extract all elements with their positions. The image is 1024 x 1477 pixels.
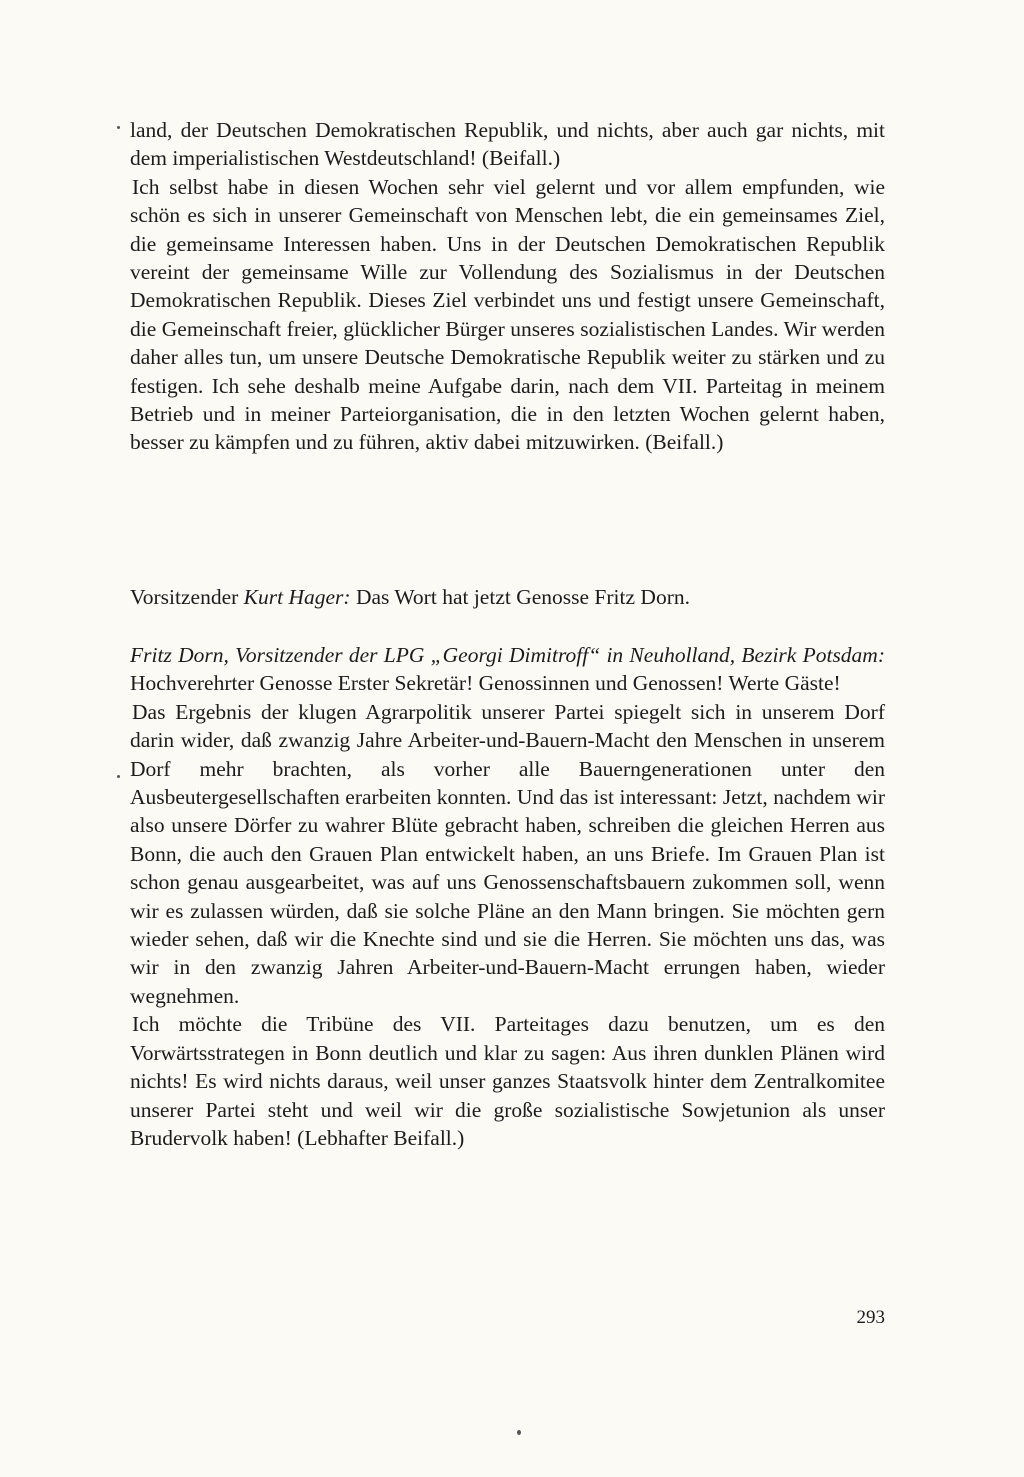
print-speck [117, 775, 120, 778]
paragraph: Ich selbst habe in diesen Wochen sehr viel gelernt und vor allem empfunden, wie schön es sich in unserer Gemeinschaft von Menschen lebt, die ein gemeinsames Ziel, die gemeinsame Interessen haben. Uns in der Deutschen Demokratischen Republik vereint der gemeinsame Wille zur Vollendung des Sozialismus in der Deutschen Demokratischen Republik. Dieses Ziel verbindet uns und festigt unsere Gemeinschaft, die Gemeinschaft freier, glücklicher Bürger unseres sozialistischen Landes. Wir werden daher alles tun, um unsere Deutsche Demokratische Republik weiter zu stärken und zu festigen. Ich sehe deshalb meine Aufgabe darin, nach dem VII. Parteitag in meinem Betrieb und in meiner Parteiorganisation, die in den letzten Wochen gelernt haben, besser zu kämpfen und zu führen, aktiv dabei mitzuwirken. (Beifall.) [130, 174, 885, 455]
chair-announcement [130, 583, 885, 611]
speaker-paragraph [130, 641, 885, 698]
chair-text: Das Wort hat jetzt Genosse Fritz Dorn. [350, 585, 690, 609]
print-speck [117, 126, 120, 129]
paragraph: Ich möchte die Tribüne des VII. Parteitages dazu benutzen, um es den Vorwärtsstrategen in Bonn deutlich und klar zu sagen: Aus ihren dunklen Plänen wird nichts! Es wird nichts daraus, weil unser ganzes Staatsvolk hinter dem Zentralkomitee unserer Partei steht und weil wir die große sozialistische Sowjetunion als unser Brudervolk haben! (Lebhafter Beifall.) [130, 1012, 885, 1150]
paragraph: land, der Deutschen Demokratischen Republik, und nichts, aber auch gar nichts, mit dem imperialistischen Westdeutschland! (Beifall.) [130, 118, 885, 171]
print-speck [517, 1430, 521, 1435]
text-block-bottom [130, 641, 885, 1152]
speaker-text: Hochverehrter Genosse Erster Sekretär! Genossinnen und Genossen! Werte Gäste! [130, 671, 841, 696]
chair-prefix: Vorsitzender [130, 585, 244, 609]
page-number: 293 [856, 1307, 885, 1328]
text-block-top [130, 116, 885, 457]
speaker-intro: Fritz Dorn, Vorsitzender der LPG „Georgi Dimitroff“ in Neuholland, Bezirk Potsdam: [130, 643, 885, 667]
chair-name: Kurt Hager: [243, 585, 351, 609]
paragraph: Das Ergebnis der klugen Agrarpolitik unserer Partei spiegelt sich in unserem Dorf darin wider, daß zwanzig Jahre Arbeiter-und-Bauern-Macht den Menschen in unserem Dorf mehr brachten, als vorher alle Bauerngenerationen unter den Ausbeutergesellschaften erarbeiten konnten. Und das ist interessant: Jetzt, nachdem wir also unsere Dörfer zu wahrer Blüte gebracht haben, schreiben die gleichen Herren aus Bonn, die auch den Grauen Plan entwickelt haben, an uns Briefe. Im Grauen Plan ist schon genau ausgearbeitet, was auf uns Genossenschaftsbauern zukommen soll, wenn wir es zulassen würden, daß sie solche Pläne an den Mann bringen. Sie möchten gern wieder sehen, daß wir die Knechte sind und sie die Herren. Sie möchten uns das, was wir in den zwanzig Jahren Arbeiter-und-Bauern-Macht errungen haben, wieder wegnehmen. [130, 699, 885, 1008]
